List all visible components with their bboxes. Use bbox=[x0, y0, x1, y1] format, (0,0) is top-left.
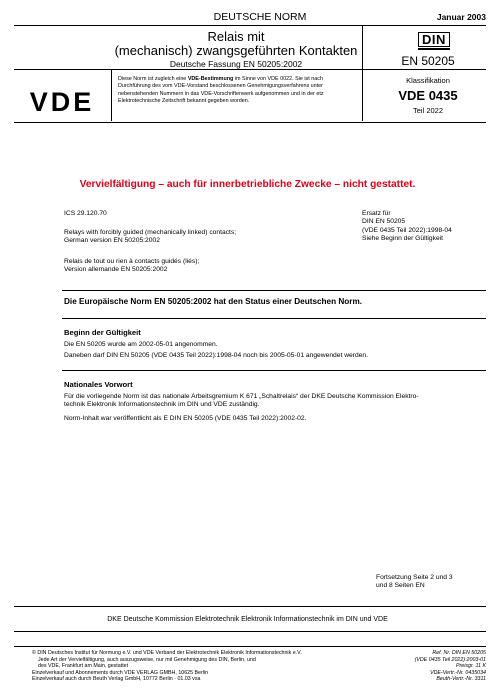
header-divider-left bbox=[111, 69, 112, 121]
replacement-line-4: Siehe Beginn der Gültigkeit bbox=[362, 235, 444, 243]
norm-type-label: DEUTSCHE NORM bbox=[213, 11, 307, 23]
publication-date: Januar 2003 bbox=[436, 12, 486, 22]
foreword-line-2: technik Elektronik Informationstechnik im DIN und VDE zuständig. bbox=[64, 401, 260, 409]
foreword-line-3: Norm-Inhalt war veröffentlicht als E DIN EN 50205 (VDE 0435 Teil 2022):2002-02. bbox=[64, 415, 307, 422]
french-title bbox=[64, 258, 324, 275]
continuation-note bbox=[376, 574, 486, 591]
status-statement: Die Europäische Norm EN 50205:2002 hat den Status einer Deutschen Norm. bbox=[64, 297, 363, 306]
footer-right-line-4: VDE-Vertr.-Nr. 0435034 bbox=[430, 669, 486, 676]
status-rule-bottom bbox=[62, 318, 486, 319]
title-line-1: Relais mit bbox=[207, 29, 265, 44]
footer-right-line-2: (VDE 0435 Teil 2022):2003-01 bbox=[414, 656, 486, 663]
validity-heading: Beginn der Gültigkeit bbox=[64, 328, 141, 337]
english-title bbox=[64, 229, 324, 246]
foreword-heading: Nationales Vorwort bbox=[64, 380, 133, 389]
notice-text-bold: VDE-Bestimmung bbox=[187, 76, 234, 82]
dke-committee: DKE Deutsche Kommission Elektrotechnik Elektronik Informationstechnik im DIN und VDE bbox=[107, 616, 388, 623]
din-logo-underline bbox=[418, 48, 450, 50]
notice-text-pre: Diese Norm ist zugleich eine bbox=[118, 76, 188, 82]
document-title bbox=[112, 30, 360, 70]
footer-right-line-3: Preisgr. 11 K bbox=[455, 663, 486, 669]
validity-line-1: Die EN 50205 wurde am 2002-05-01 angenommen. bbox=[64, 341, 218, 348]
french-title-line-1: Relais de tout ou rien à contacts guidés (liés); bbox=[64, 258, 200, 265]
foreword-line-1: Für die vorliegende Norm ist das nationale Arbeitsgremium K 671 „Schaltrelais“ der DKE Deutsche Kommission Elektro- bbox=[64, 393, 419, 400]
footer-left-line-2: Jede Art der Vervielfältigung, auch auszugsweise, nur mit Genehmigung des DIN, Berlin, und bbox=[38, 656, 256, 663]
classification-label: Klassifikation bbox=[406, 76, 450, 85]
classification-value: VDE 0435 bbox=[398, 88, 458, 103]
din-logo: DIN bbox=[418, 32, 450, 47]
replacement-line-2: DIN EN 50205 bbox=[362, 218, 406, 226]
foreword-rule bbox=[62, 370, 486, 371]
footer-left-line-3: des VDE, Frankfurt am Main, gestattet bbox=[38, 663, 129, 669]
footer-left-line-1: © DIN Deutsches Institut für Normung e.V. und VDE Verband der Elektrotechnik Elektronik Informationstechnik e.V. bbox=[32, 650, 302, 656]
replacement-info bbox=[362, 210, 487, 244]
replacement-line-1: Ersatz für bbox=[362, 210, 391, 217]
dke-rule-top bbox=[14, 606, 486, 607]
footer-copyright bbox=[32, 650, 332, 683]
classification-part: Teil 2022 bbox=[412, 106, 444, 115]
copy-warning: Vervielfältigung – auch für innerbetriebliche Zwecke – nicht gestattet. bbox=[79, 179, 416, 190]
continuation-line-1: Fortsetzung Seite 2 und 3 bbox=[376, 574, 453, 581]
header-bottom-rule bbox=[14, 122, 486, 123]
vde-notice bbox=[118, 76, 356, 106]
top-rule bbox=[14, 25, 486, 26]
vde-logo bbox=[14, 78, 110, 120]
footer-right-line-1: Ref. Nr. DIN EN 50205 bbox=[432, 650, 486, 656]
validity-line-2: Daneben darf DIN EN 50205 (VDE 0435 Teil 2022):1998-04 noch bis 2005-05-01 angewendet werden. bbox=[64, 352, 368, 359]
french-title-line-2: Version allemande EN 50205:2002 bbox=[64, 266, 168, 274]
english-title-line-1: Relays with forcibly guided (mechanically linked) contacts; bbox=[64, 229, 237, 236]
en-number: EN 50205 bbox=[401, 54, 455, 68]
footer-rule bbox=[14, 646, 486, 647]
dke-rule-bottom bbox=[14, 631, 486, 632]
footer-reference bbox=[360, 650, 486, 683]
footer-right-line-5: Beuth-Vertr.-Nr. 3311 bbox=[436, 676, 486, 682]
header-divider-right bbox=[362, 25, 363, 121]
english-title-line-2: German version EN 50205:2002 bbox=[64, 237, 160, 245]
footer-left-line-4: Einzelverkauf und Abonnements durch VDE VERLAG GMBH, 10625 Berlin bbox=[32, 669, 209, 676]
svg-text:VDE: VDE bbox=[29, 87, 95, 117]
title-subtitle: Deutsche Fassung EN 50205:2002 bbox=[169, 59, 303, 69]
footer-left-line-5: Einzelverkauf auch durch Beuth Verlag GmbH, 10772 Berlin · 01.03 vsa bbox=[32, 676, 201, 682]
title-line-2: (mechanisch) zwangsgeführten Kontakten bbox=[114, 43, 358, 58]
replacement-line-3: (VDE 0435 Teil 2022):1998-04 bbox=[362, 226, 452, 234]
notice-text-post: im Sinne von VDE 0022. Sie ist nach Durchführung des vom VDE-Vorstand beschlossenen Genehmigungsverfahrens unter nebenstehenden Nummern in das VDE-Vorschriftenwerk aufgenommen und in der etz Elektrotechnische Zeitschrift bekannt gegeben worden. bbox=[118, 76, 324, 105]
ics-code: ICS 29.120.70 bbox=[64, 210, 107, 217]
status-rule-top bbox=[62, 290, 486, 291]
continuation-line-2: und 8 Seiten EN bbox=[376, 582, 425, 590]
foreword-paragraph bbox=[64, 393, 484, 410]
